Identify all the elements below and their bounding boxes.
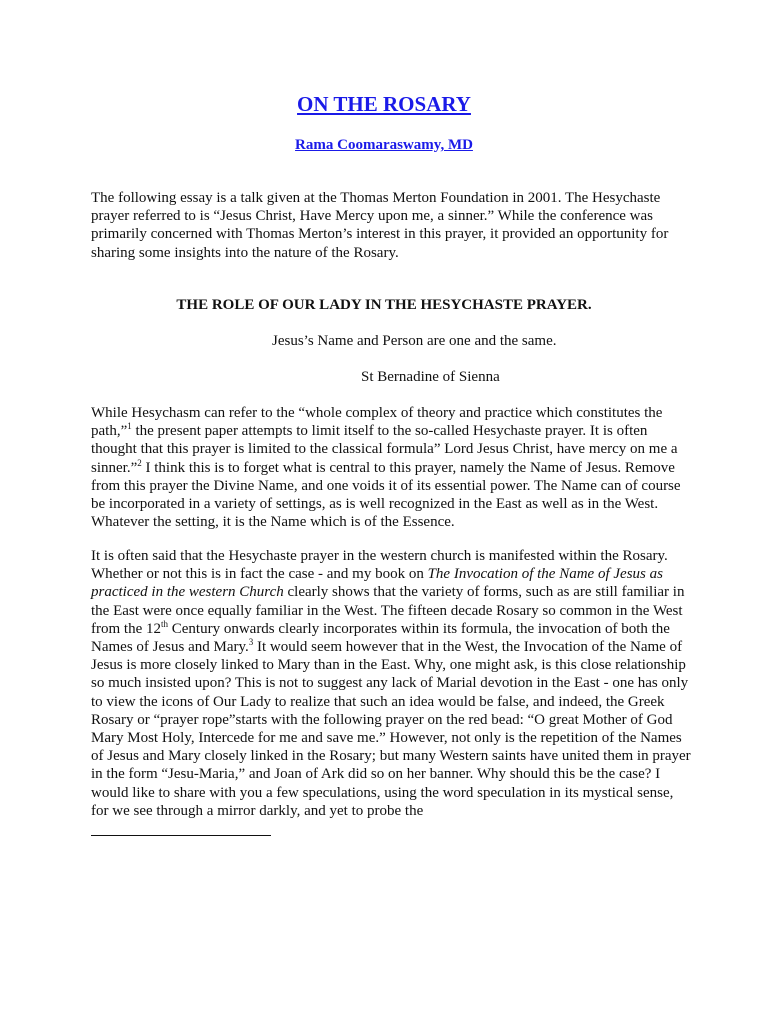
p2-text-3: Century onwards clearly incorporates within its formula, the invocation of both the Names of Jesus and Mary. xyxy=(91,620,670,656)
body-paragraph-1 xyxy=(91,404,691,531)
p1-text-3: I think this is to forget what is central to this prayer, namely the Name of Jesus. Remove from this prayer the Divine Name, and one voids it of its essential power. The Name can of course be incorporated in a variety of settings, as is well recognized in the East as well as in the West. Whatever the setting, it is the Name which is of the Essence. xyxy=(91,459,681,531)
p2-text-4: It would seem however that in the West, the Invocation of the Name of Jesus is more closely linked to Mary than in the East. Why, one might ask, is this close relationship so much insisted upon? This is not to suggest any lack of Marial devotion in the East - one has only to view the icons of Our Lady to realize that such an idea would be false, and indeed, the Greek Rosary or “prayer rope”starts with the following prayer on the red bead: “O great Mother of God Mary Most Holy, Intercede for me and save me.” However, not only is the repetition of the Names of Jesus and Mary closely linked in the Rosary; but many Western saints have united them in prayer in the form “Jesu-Maria,” and Joan of Ark did so on her banner. Why should this be the case? I would like to share with you a few speculations, using the word speculation in its mystical sense, for we see through a mirror darkly, and yet to probe the xyxy=(91,639,691,819)
document-title[interactable]: ON THE ROSARY xyxy=(297,92,471,116)
epigraph-attribution: St Bernadine of Sienna xyxy=(361,369,500,385)
book-title: The Invocation of the Name of Jesus as practiced in the western Church xyxy=(91,566,663,601)
footnote-ref-1[interactable]: 1 xyxy=(127,421,132,432)
author-link[interactable]: Rama Coomaraswamy, MD xyxy=(295,137,473,153)
body-paragraph-2 xyxy=(91,547,691,820)
p1-text-2: the present paper attempts to limit itself to the so-called Hesychaste prayer. It is often thought that this prayer is limited to the classical formula” Lord Jesus Christ, have mercy on me a sinner.” xyxy=(91,423,678,476)
p2-text-2: clearly shows that the variety of forms, such as are still familiar in the East were once equally familiar in the West. The fifteen decade Rosary so common in the West from the 12 xyxy=(91,584,685,637)
p1-text-1: While Hesychasm can refer to the “whole complex of theory and practice which constitutes the path,” xyxy=(91,405,663,440)
footnote-ref-2[interactable]: 2 xyxy=(137,457,142,468)
intro-paragraph: The following essay is a talk given at the Thomas Merton Foundation in 2001. The Hesychaste prayer referred to is “Jesus Christ, Have Mercy upon me, a sinner.” While the conference was primarily concerned with Thomas Merton’s interest in this prayer, it provided an opportunity for sharing some insights into the nature of the Rosary. xyxy=(91,190,669,261)
footnote-ref-3[interactable]: 3 xyxy=(248,637,254,648)
epigraph-quote: Jesus’s Name and Person are one and the same. xyxy=(272,333,557,349)
footnote-separator xyxy=(91,835,271,836)
ordinal-suffix: th xyxy=(160,618,168,629)
section-heading: THE ROLE OF OUR LADY IN THE HESYCHASTE PRAYER. xyxy=(176,297,592,313)
p2-text-1: It is often said that the Hesychaste prayer in the western church is manifested within the Rosary. Whether or not this is in fact the case - and my book on xyxy=(91,548,668,583)
